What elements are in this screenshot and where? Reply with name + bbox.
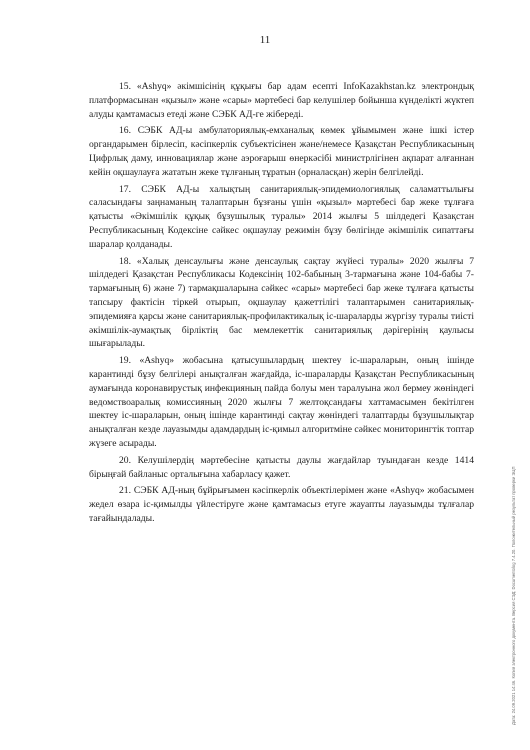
- paragraph-20: 20. Келушілердің мәртебесіне қатысты даулы жағдайлар туындаған кезде 1414 бірыңғай байланыс орталығына хабарласу қажет.: [89, 454, 474, 480]
- paragraph-19: 19. «Ashyq» жобасына қатысушылардың шектеу іс-шараларын, оның ішінде карантинді бұзу белгілері анықталған жағдайда, іс-шараларды Қазақстан Республикасының аумағында коронавирустық инфекцияның пайда болуы мен таралуына жол бермеу жөніндегі ведомствоаралық комиссияның 2020 жылғы 7 желтоқсандағы хаттамасымен бекітілген шектеу іс-шараларын, оның ішінде карантинді сақтау жөніндегі талаптарды бұзушылықтар анықталған кезде лауазымды адамдардың іс-қимыл алгоритміне сәйкес мониторингтік топтар жүзеге асырады.: [89, 355, 474, 449]
- paragraph-18: 18. «Халық денсаулығы және денсаулық сақтау жүйесі туралы» 2020 жылғы 7 шілдедегі Қазақстан Республикасы Кодексінің 102-бабының 3-тармағына және 104-бабы 7-тармағының 6) және 7) тармақшаларына сәйкес «сары» мәртебесі бар жеке тұлғаға қатысты тапсыру фактісін тіркей отырып, оқшаулау қажеттілігі талаптарымен санитариялық-эпидемияға қарсы және санитариялық-профилактикалық іс-шараларды жүргізу туралы тиісті әкімшілік-аумақтық бірліктің бас мемлекеттік санитариялық дәрігерінің қаулысы шығарылады.: [89, 255, 474, 350]
- page-number: 11: [259, 34, 271, 46]
- paragraph-15: 15. «Ashyq» әкімшісінің құқығы бар адам есепті InfoKazakhstan.kz электрондық платформасынан «қызыл» және «сары» мәртебесі бар келушілер бойынша күнделікті жүктеп алуды қамтамасыз етеді және СЭБК АД-ге жібереді.: [89, 81, 474, 120]
- document-body: [89, 80, 474, 526]
- side-stamp-text: Дата: 24.09.2021 14:46. Копия электронного документа. Версия СЭД: Documentolog 7.4.20. Положительный результат проверки ЭЦП: [511, 466, 516, 725]
- paragraph-17: 17. СЭБК АД-ы халықтың санитариялық-эпидемиологиялық саламаттылығы саласындағы заңнаманың талаптарын бұзғаны үшін «қызыл» мәртебесі бар жеке тұлғаға қатысты «Әкімшілік құқық бұзушылық туралы» 2014 жылғы 5 шілдедегі Қазақстан Республикасының Кодексіне сәйкес оқшаулау режимін бұзу бөлігінде әкімшілік сипаттағы шаралар қолданады.: [89, 183, 474, 250]
- paragraph-21: 21. СЭБК АД-ның бұйрығымен кәсіпкерлік объектілерімен және «Ashyq» жобасымен жедел өзара іс-қимылды үйлестіруге және қамтамасыз етуге жауапты лауазымды тұлғалар тағайындалады.: [89, 485, 474, 524]
- paragraph-16: 16. СЭБК АД-ы амбулаториялық-емханалық көмек ұйымымен және ішкі істер органдарымен бірлесіп, кәсіпкерлік субъектісінен және/немесе Қазақстан Республикасының Цифрлық даму, инновациялар және аэроғарыш өнеркәсібі министрлігінен ақпарат алғаннан кейін оқшаулауға жататын жеке тұлғаның тұратын (орналасқан) жерін белгілейді.: [89, 125, 474, 178]
- side-stamp: [508, 205, 518, 725]
